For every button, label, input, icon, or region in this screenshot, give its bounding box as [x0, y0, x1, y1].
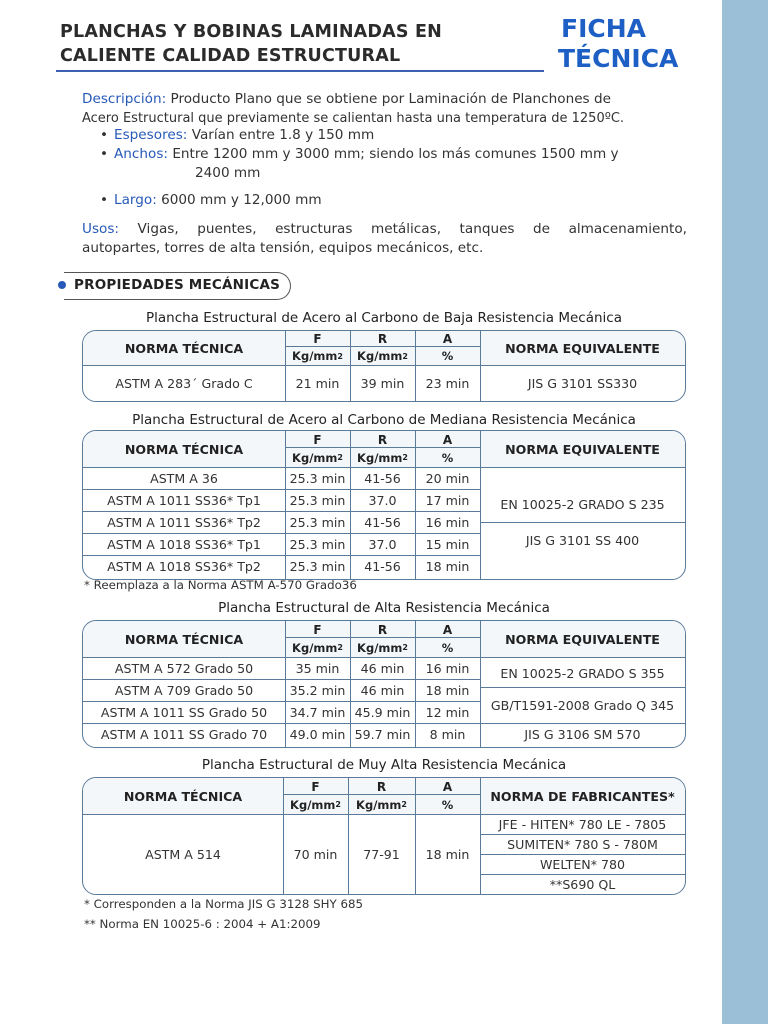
col-f-unit: Kg/mm 2 [292, 450, 343, 465]
col-a-unit: % [441, 450, 454, 465]
table-row-f: 70 min [293, 846, 338, 862]
col-f-header: F [313, 622, 322, 637]
col-f-unit: Kg/mm 2 [292, 349, 343, 363]
table-row-a: 16 min [425, 660, 470, 676]
manufacturer-item: **S690 QL [549, 876, 616, 892]
col-a-header: A [442, 332, 453, 346]
table-row-norma: ASTM A 36 [150, 470, 218, 486]
table-row-r: 41-56 [364, 558, 401, 574]
table-row-f: 25.3 min [289, 536, 346, 552]
table-row-r: 37.0 [368, 492, 397, 508]
col-r-header: R [376, 779, 387, 794]
col-a-header: A [442, 432, 453, 447]
col-norma-header: NORMA TÉCNICA [124, 631, 244, 647]
dimension-bullets [100, 126, 700, 210]
espesores-value: Varían entre 1.8 y 150 mm [191, 127, 375, 143]
table4-footnote-2: ** Norma EN 10025-6 : 2004 + A1:2009 [84, 917, 321, 931]
table2-footnote: * Reemplaza a la Norma ASTM A-570 Grado36 [84, 578, 357, 592]
title-line-1: PLANCHAS Y BOBINAS LAMINADAS EN [60, 22, 442, 42]
title-line-2: CALIENTE CALIDAD ESTRUCTURAL [60, 46, 401, 66]
table-row-a: 18 min [425, 682, 470, 698]
table-row-equivalente: EN 10025-2 GRADO S 355 [500, 665, 665, 681]
table-row-r: 59.7 min [354, 726, 411, 742]
col-r-unit: Kg/mm 2 [357, 349, 408, 363]
table-row-a: 17 min [425, 492, 470, 508]
section-propiedades-mecanicas [58, 272, 294, 300]
table-row-norma: ASTM A 1018 SS36* Tp1 [107, 536, 261, 552]
table-row-a: 23 min [425, 375, 470, 391]
anchos-label: Anchos: [114, 146, 168, 162]
col-r-header: R [377, 332, 388, 346]
espesores-label: Espesores: [114, 127, 188, 143]
bullet-largo [100, 191, 700, 210]
table1 [82, 330, 686, 402]
table-row-r: 41-56 [364, 470, 401, 486]
table-row-norma: ASTM A 1011 SS Grado 70 [100, 726, 268, 742]
table-row-r: 41-56 [364, 514, 401, 530]
section-bullet-dot [58, 281, 66, 289]
table-row-a: 18 min [425, 846, 470, 862]
table-row-r: 39 min [360, 375, 405, 391]
table4-footnote-1: * Corresponden a la Norma JIS G 3128 SHY 685 [84, 897, 363, 911]
table-row-f: 35 min [295, 660, 340, 676]
manufacturer-item: WELTEN* 780 [539, 856, 626, 872]
col-f-header: F [313, 432, 322, 447]
table-row-a: 18 min [425, 558, 470, 574]
table-row-norma: ASTM A 283´ Grado C [115, 375, 253, 391]
ficha-tecnica-badge [558, 14, 678, 74]
table-row-norma: ASTM A 709 Grado 50 [114, 682, 254, 698]
table-row-a: 20 min [425, 470, 470, 486]
col-r-unit: Kg/mm 2 [356, 797, 407, 812]
col-equivalente-header: NORMA EQUIVALENTE [505, 340, 660, 356]
badge-line-2: TÉCNICA [558, 44, 679, 73]
table2 [82, 430, 686, 580]
table-row-f: 34.7 min [289, 704, 346, 720]
right-sidebar-band [722, 0, 768, 1024]
table-row-equivalente: JIS G 3101 SS 400 [525, 532, 640, 548]
table1-title: Plancha Estructural de Acero al Carbono de Baja Resistencia Mecánica [145, 310, 622, 326]
anchos-value: Entre 1200 mm y 3000 mm; siendo los más comunes 1500 mm y [172, 146, 619, 162]
largo-label: Largo: [114, 192, 157, 208]
table2-title: Plancha Estructural de Acero al Carbono de Mediana Resistencia Mecánica [132, 412, 636, 428]
table-row-r: 46 min [360, 682, 405, 698]
table-row-r: 77-91 [363, 846, 400, 862]
bullet-anchos [100, 145, 700, 164]
table-row-f: 21 min [295, 375, 340, 391]
table4-title: Plancha Estructural de Muy Alta Resistencia Mecánica [201, 757, 567, 773]
table-row-f: 35.2 min [289, 682, 346, 698]
col-a-unit: % [441, 797, 454, 812]
col-fabricantes-header: NORMA DE FABRICANTES* [490, 788, 675, 804]
col-f-unit: Kg/mm 2 [290, 797, 341, 812]
table-row-r: 46 min [360, 660, 405, 676]
table-row-f: 49.0 min [289, 726, 346, 742]
badge-line-1: FICHA [561, 14, 646, 43]
usos-line-1: Vigas, puentes, estructuras metálicas, tanques de almacenamiento, [137, 221, 687, 237]
table-row-equivalente: EN 10025-2 GRADO S 235 [500, 496, 665, 512]
largo-value: 6000 mm y 12,000 mm [161, 192, 322, 208]
table3 [82, 620, 686, 748]
bullet-espesores [100, 126, 700, 145]
usos-paragraph [82, 220, 687, 258]
table-row-norma: ASTM A 1018 SS36* Tp2 [107, 558, 261, 574]
usos-label: Usos: [82, 221, 120, 237]
col-f-unit: Kg/mm 2 [292, 640, 343, 655]
col-f-header: F [313, 332, 322, 346]
manufacturer-item: JFE - HITEN* 780 LE - 7805 [498, 816, 667, 832]
table-row-f: 25.3 min [289, 470, 346, 486]
anchos-value-2: 2400 mm [195, 165, 261, 181]
col-norma-header: NORMA TÉCNICA [124, 441, 244, 457]
table-row-f: 25.3 min [289, 558, 346, 574]
description-line-1: Producto Plano que se obtiene por Laminación de Planchones de [170, 91, 611, 107]
col-a-header: A [442, 779, 453, 794]
description-line-2: Acero Estructural que previamente se calientan hasta una temperatura de 1250ºC. [82, 111, 625, 126]
title-underline [56, 70, 544, 72]
table4 [82, 777, 686, 895]
col-r-unit: Kg/mm 2 [357, 450, 408, 465]
table-row-a: 8 min [429, 726, 466, 742]
table3-title: Plancha Estructural de Alta Resistencia Mecánica [218, 600, 550, 616]
table-row-equivalente: JIS G 3106 SM 570 [524, 726, 641, 742]
document-title [60, 20, 442, 68]
table-row-equivalente: GB/T1591-2008 Grado Q 345 [490, 698, 675, 713]
table-row-f: 25.3 min [289, 492, 346, 508]
table-row-norma: ASTM A 572 Grado 50 [114, 660, 254, 676]
description-paragraph [82, 90, 687, 128]
col-r-header: R [377, 622, 388, 637]
col-f-header: F [311, 779, 320, 794]
col-equivalente-header: NORMA EQUIVALENTE [505, 441, 660, 457]
table-row-a: 12 min [425, 704, 470, 720]
col-a-unit: % [441, 640, 454, 655]
col-a-unit: % [441, 349, 454, 363]
table-row-a: 15 min [425, 536, 470, 552]
table-row-a: 16 min [425, 514, 470, 530]
col-norma-header: NORMA TÉCNICA [123, 788, 243, 804]
col-norma-header: NORMA TÉCNICA [124, 340, 244, 356]
col-r-unit: Kg/mm 2 [357, 640, 408, 655]
table-row-r: 45.9 min [354, 704, 411, 720]
table-row-f: 25.3 min [289, 514, 346, 530]
table-row-equivalente: JIS G 3101 SS330 [527, 375, 638, 391]
table-row-norma: ASTM A 1011 SS Grado 50 [100, 704, 268, 720]
table-row-norma: ASTM A 1011 SS36* Tp2 [107, 514, 261, 530]
section-title: PROPIEDADES MECÁNICAS [74, 277, 281, 293]
col-r-header: R [377, 432, 388, 447]
table-row-norma: ASTM A 1011 SS36* Tp1 [107, 492, 261, 508]
description-label: Descripción: [82, 91, 167, 107]
table-row-norma: ASTM A 514 [145, 846, 221, 862]
manufacturer-item: SUMITEN* 780 S - 780M [507, 836, 658, 852]
table-row-r: 37.0 [368, 536, 397, 552]
usos-line-2: autopartes, torres de alta tensión, equipos mecánicos, etc. [82, 240, 484, 256]
col-a-header: A [442, 622, 453, 637]
col-equivalente-header: NORMA EQUIVALENTE [505, 631, 660, 647]
